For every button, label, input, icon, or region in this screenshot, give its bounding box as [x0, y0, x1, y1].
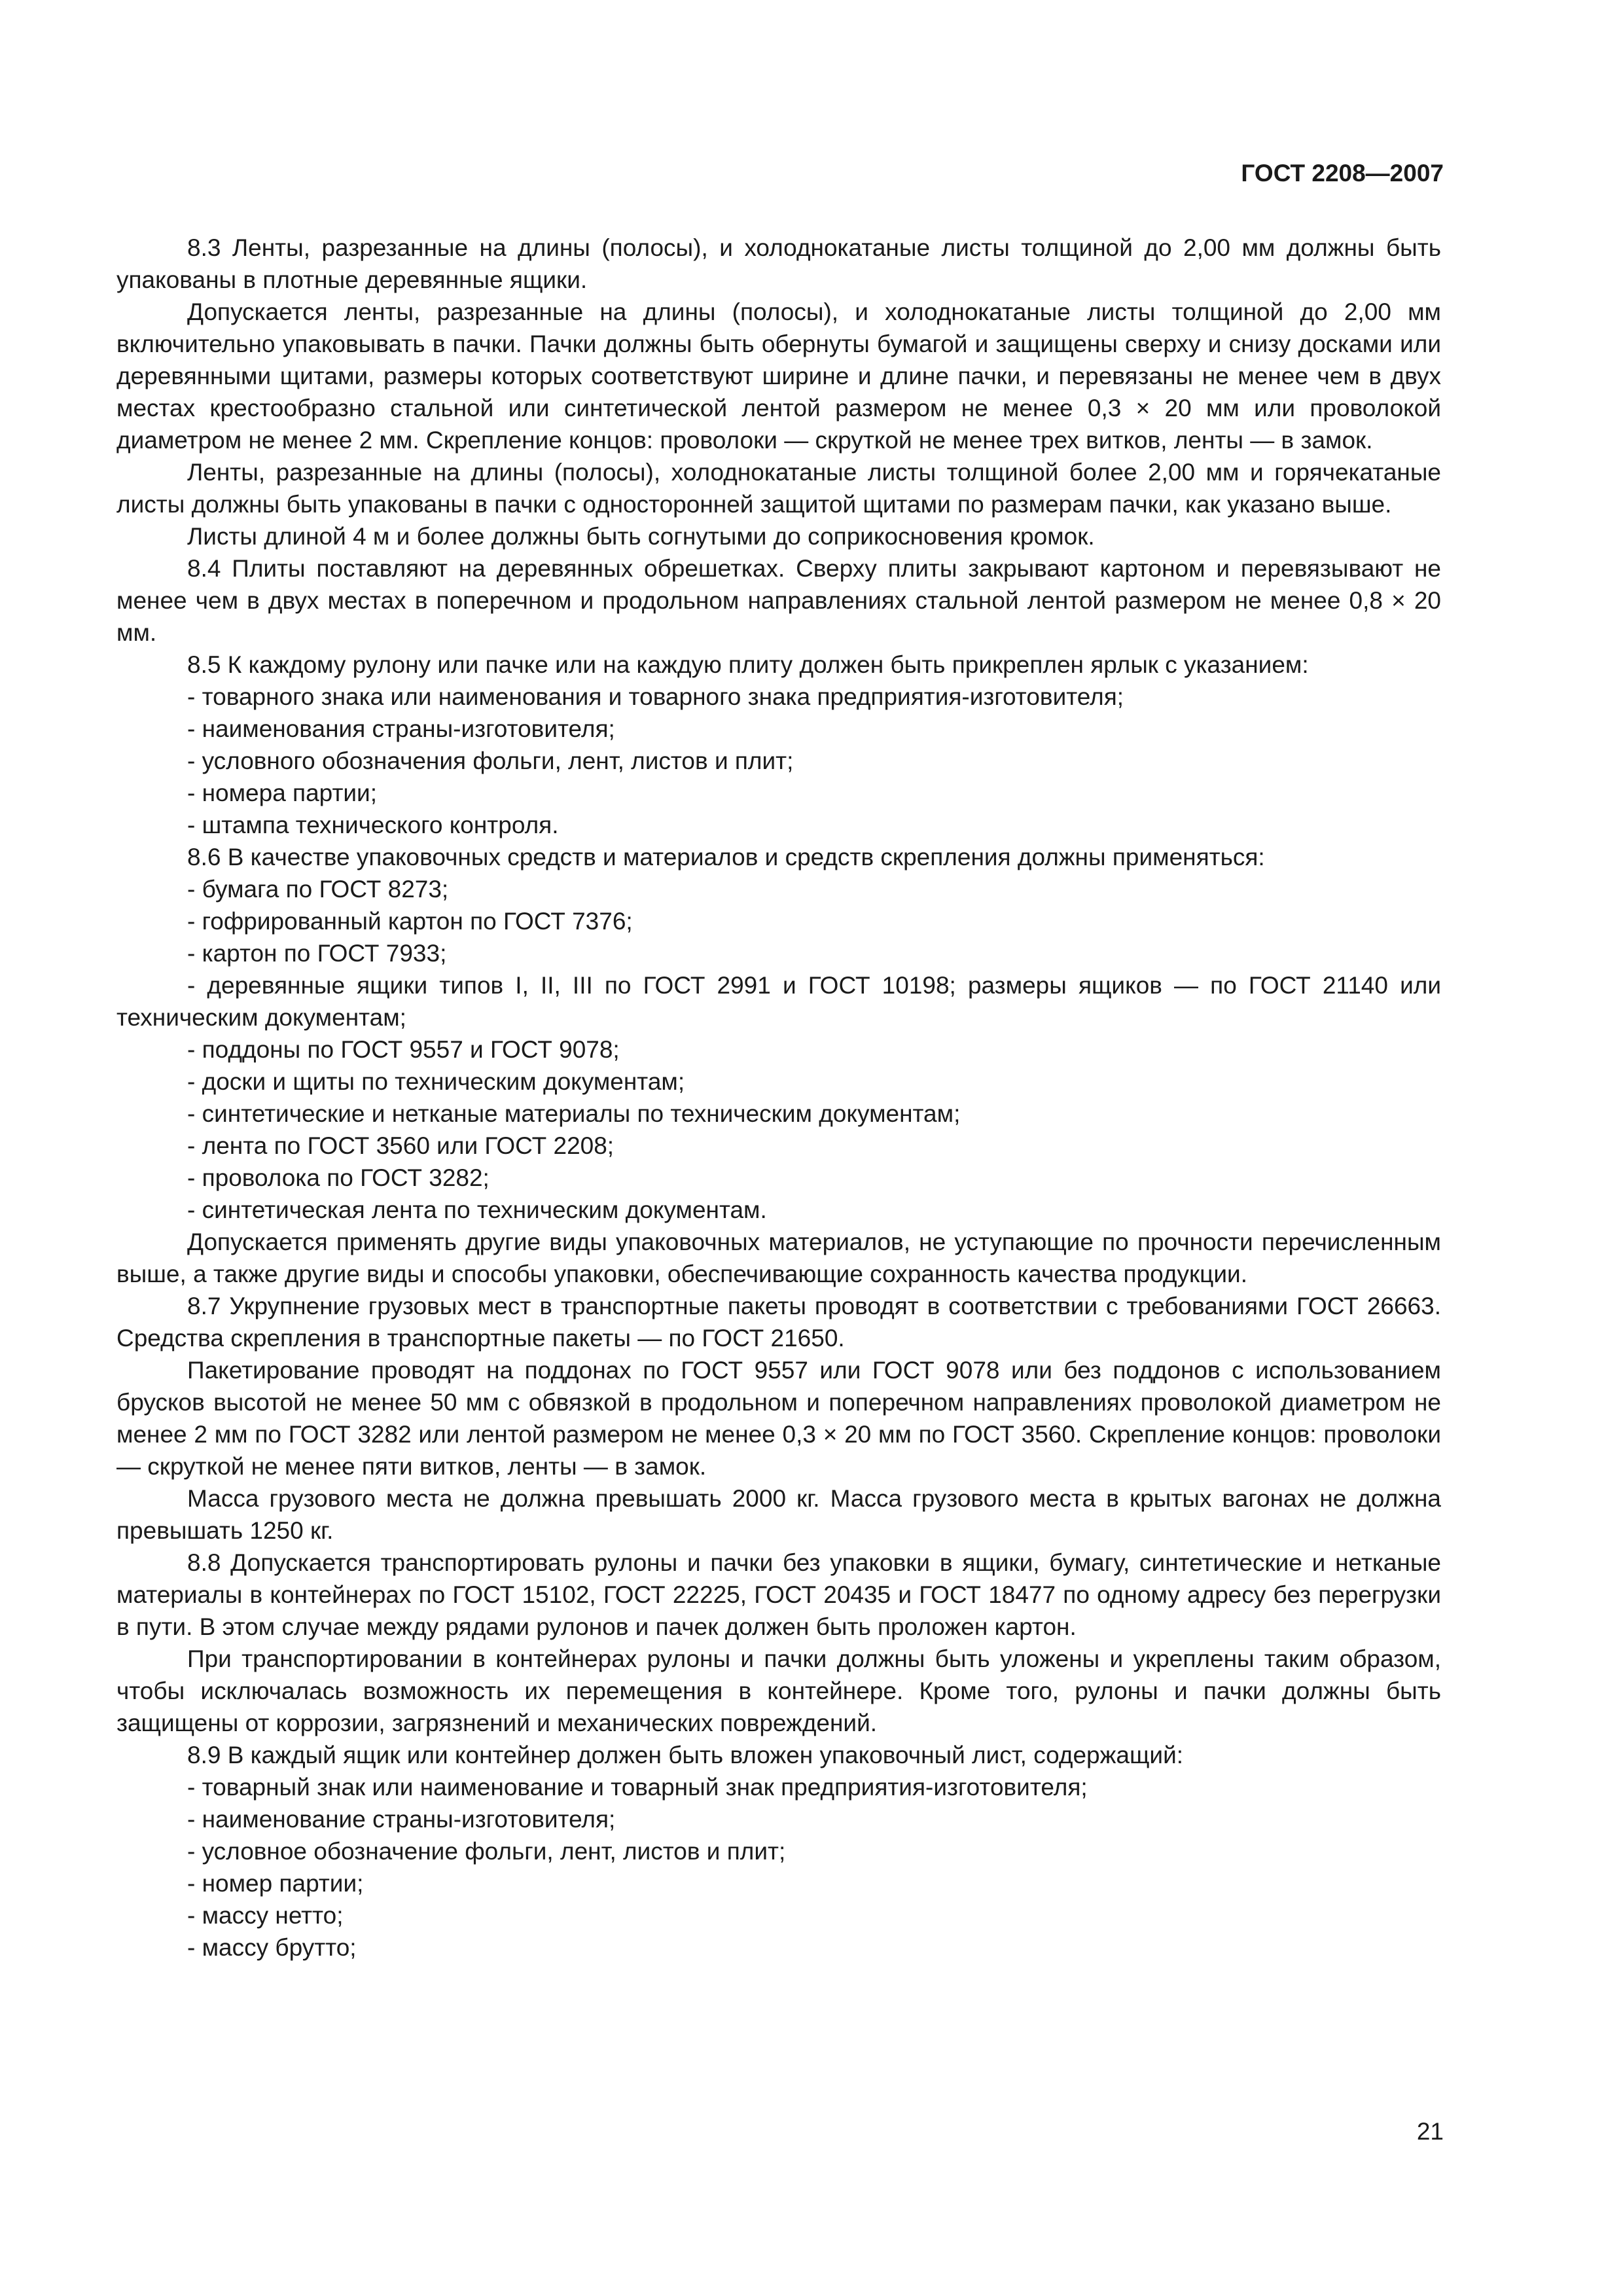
paragraph: Листы длиной 4 м и более должны быть согнутыми до соприкосновения кромок. [187, 523, 1095, 550]
list-item: - штампа технического контроля. [187, 812, 559, 838]
paragraph: Пакетирование проводят на поддонах по ГОСТ 9557 или ГОСТ 9078 или без поддонов с использованием брусков высотой не менее 50 мм с обвязкой в продольном и поперечном направлениях проволокой диаметром не менее 2 мм по ГОСТ 3282 или лентой размером не менее 0,3 × 20 мм по ГОСТ 3560. Скрепление концов: проволоки — скруткой не менее пяти витков, ленты — в замок. [116, 1357, 1441, 1480]
paragraph: 8.7 Укрупнение грузовых мест в транспортные пакеты проводят в соответствии с требованиями ГОСТ 26663. Средства скрепления в транспортные пакеты — по ГОСТ 21650. [116, 1293, 1441, 1352]
list-item: - наименование страны-изготовителя; [187, 1806, 616, 1833]
list-item: - условного обозначения фольги, лент, листов и плит; [187, 747, 794, 774]
list-item: - номер партии; [187, 1870, 364, 1897]
list-item: - товарный знак или наименование и товарный знак предприятия-изготовителя; [187, 1774, 1088, 1801]
paragraph: 8.8 Допускается транспортировать рулоны и пачки без упаковки в ящики, бумагу, синтетические и нетканые материалы в контейнерах по ГОСТ 15102, ГОСТ 22225, ГОСТ 20435 и ГОСТ 18477 по одному адресу без перегрузки в пути. В этом случае между рядами рулонов и пачек должен быть проложен картон. [116, 1549, 1441, 1640]
list-item: - деревянные ящики типов I, II, III по ГОСТ 2991 и ГОСТ 10198; размеры ящиков — по ГОСТ 21140 или техническим документам; [116, 972, 1441, 1031]
document-code-header: ГОСТ 2208—2007 [1241, 160, 1444, 187]
list-item: - номера партии; [187, 780, 378, 806]
list-item: - проволока по ГОСТ 3282; [187, 1164, 490, 1191]
paragraph: Допускается ленты, разрезанные на длины (полосы), и холоднокатаные листы толщиной до 2,00 мм включительно упаковывать в пачки. Пачки должны быть обернуты бумагой и защищены сверху и снизу досками или деревянными щитами, размеры которых соответствуют ширине и длине пачки, и перевязаны не менее чем в двух местах крестообразно стальной или синтетической лентой размером не менее 0,3 × 20 мм или проволокой диаметром не менее 2 мм. Скрепление концов: проволоки — скруткой не менее трех витков, ленты — в замок. [116, 298, 1441, 454]
paragraph: 8.3 Ленты, разрезанные на длины (полосы), и холоднокатаные листы толщиной до 2,00 мм должны быть упакованы в плотные деревянные ящики. [116, 234, 1441, 293]
paragraph: Ленты, разрезанные на длины (полосы), холоднокатаные листы толщиной более 2,00 мм и горячекатаные листы должны быть упакованы в пачки с односторонней защитой щитами по размерам пачки, как указано выше. [116, 459, 1441, 518]
list-item: - массу брутто; [187, 1934, 357, 1961]
list-item: - гофрированный картон по ГОСТ 7376; [187, 908, 633, 935]
list-item: - бумага по ГОСТ 8273; [187, 876, 449, 903]
paragraph: При транспортировании в контейнерах рулоны и пачки должны быть уложены и укреплены таким образом, чтобы исключалась возможность их перемещения в контейнере. Кроме того, рулоны и пачки должны быть защищены от коррозии, загрязнений и механических повреждений. [116, 1645, 1441, 1736]
paragraph: 8.9 В каждый ящик или контейнер должен быть вложен упаковочный лист, содержащий: [187, 1742, 1184, 1768]
paragraph: 8.4 Плиты поставляют на деревянных обрешетках. Сверху плиты закрывают картоном и перевязывают не менее чем в двух местах в поперечном и продольном направлениях стальной лентой размером не менее 0,8 × 20 мм. [116, 555, 1441, 646]
paragraph: Масса грузового места не должна превышать 2000 кг. Масса грузового места в крытых вагонах не должна превышать 1250 кг. [116, 1485, 1441, 1544]
page-number: 21 [1416, 2118, 1444, 2145]
document-body [116, 232, 1441, 1964]
paragraph: 8.6 В качестве упаковочных средств и материалов и средств скрепления должны применяться: [187, 844, 1265, 870]
list-item: - товарного знака или наименования и товарного знака предприятия-изготовителя; [187, 683, 1124, 710]
list-item: - картон по ГОСТ 7933; [187, 940, 447, 967]
list-item: - наименования страны-изготовителя; [187, 715, 615, 742]
paragraph: 8.5 К каждому рулону или пачке или на каждую плиту должен быть прикреплен ярлык с указанием: [187, 651, 1309, 678]
paragraph: Допускается применять другие виды упаковочных материалов, не уступающие по прочности перечисленным выше, а также другие виды и способы упаковки, обеспечивающие сохранность качества продукции. [116, 1229, 1441, 1287]
list-item: - доски и щиты по техническим документам; [187, 1068, 685, 1095]
list-item: - синтетическая лента по техническим документам. [187, 1196, 767, 1223]
list-item: - лента по ГОСТ 3560 или ГОСТ 2208; [187, 1132, 615, 1159]
list-item: - поддоны по ГОСТ 9557 и ГОСТ 9078; [187, 1036, 620, 1063]
list-item: - массу нетто; [187, 1902, 344, 1929]
list-item: - синтетические и нетканые материалы по техническим документам; [187, 1100, 961, 1127]
list-item: - условное обозначение фольги, лент, листов и плит; [187, 1838, 786, 1865]
